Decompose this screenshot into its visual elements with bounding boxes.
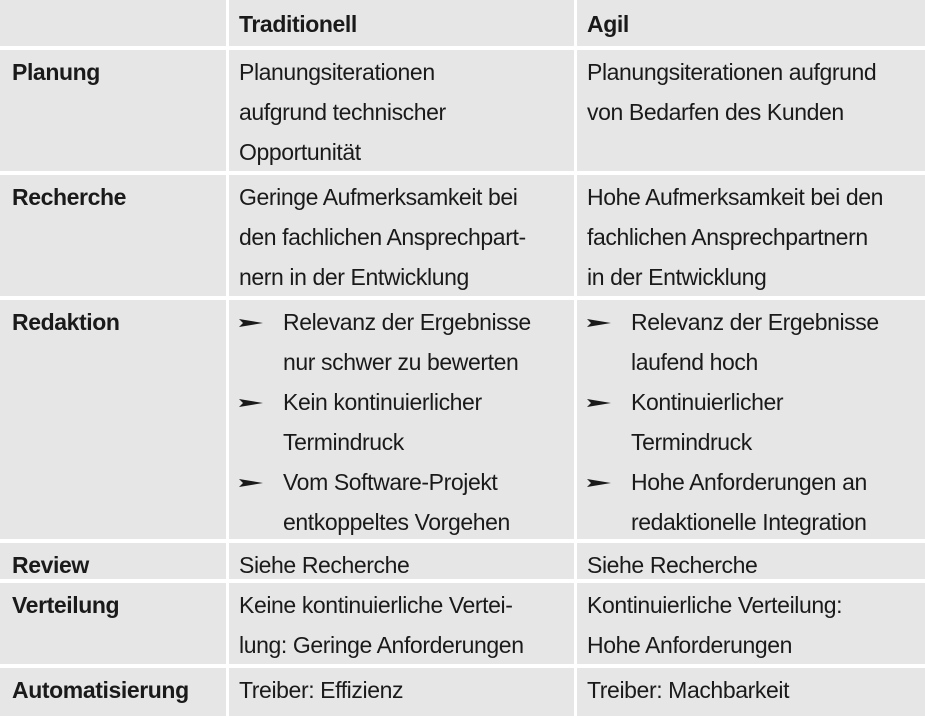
text-line: Geringe Aufmerksamkeit bei	[239, 184, 518, 210]
text-line: Siehe Recherche	[239, 552, 410, 578]
cell-automatisierung-traditionell	[229, 668, 577, 716]
row-label-automatisierung: Automatisierung	[0, 668, 229, 716]
text-line: Siehe Recherche	[587, 552, 758, 578]
cell-recherche-agil	[577, 175, 925, 300]
cell-verteilung-agil	[577, 583, 925, 668]
arrow-right-icon	[587, 382, 611, 422]
cell-automatisierung-agil	[577, 668, 925, 716]
text-line: Opportunität	[239, 139, 361, 165]
cell-verteilung-traditionell	[229, 583, 577, 668]
arrow-right-icon	[587, 302, 611, 342]
text-line: Kontinuierliche Verteilung:	[587, 592, 843, 618]
text-line: nern in der Entwicklung	[239, 264, 469, 290]
cell-planung-agil	[577, 50, 925, 175]
cell-recherche-traditionell	[229, 175, 577, 300]
text-line: Termindruck	[283, 429, 404, 455]
arrow-right-icon	[587, 462, 611, 502]
header-corner-cell	[0, 0, 229, 50]
text-line: Termindruck	[631, 429, 752, 455]
text-line: Treiber: Effizienz	[239, 677, 404, 703]
text-line: nur schwer zu bewerten	[283, 349, 519, 375]
cell-planung-traditionell	[229, 50, 577, 175]
text-line: Hohe Anforderungen	[587, 632, 793, 658]
text-line: laufend hoch	[631, 349, 758, 375]
cell-redaktion-traditionell	[229, 300, 577, 543]
header-traditionell: Traditionell	[229, 0, 577, 50]
row-label-review: Review	[0, 543, 229, 583]
text-line: Kein kontinuierlicher	[283, 389, 482, 415]
text-line: Relevanz der Ergebnisse	[631, 309, 879, 335]
arrow-right-icon	[239, 462, 263, 502]
list-item	[239, 382, 574, 462]
bullet-list	[587, 302, 925, 542]
row-label-redaktion: Redaktion	[0, 300, 229, 543]
list-item	[239, 462, 574, 542]
text-line: fachlichen Ansprechpartnern	[587, 224, 868, 250]
list-item	[587, 382, 925, 462]
header-agil: Agil	[577, 0, 925, 50]
cell-redaktion-agil	[577, 300, 925, 543]
text-line: in der Entwicklung	[587, 264, 767, 290]
cell-review-traditionell	[229, 543, 577, 583]
text-line: Relevanz der Ergebnisse	[283, 309, 531, 335]
text-line: Kontinuierlicher	[631, 389, 784, 415]
text-line: von Bedarfen des Kunden	[587, 99, 844, 125]
text-line: Hohe Anforderungen an	[631, 469, 867, 495]
text-line: lung: Geringe Anforderungen	[239, 632, 524, 658]
text-line: aufgrund technischer	[239, 99, 446, 125]
cell-review-agil	[577, 543, 925, 583]
text-line: den fachlichen Ansprechpart-	[239, 224, 526, 250]
text-line: Planungsiterationen aufgrund	[587, 59, 877, 85]
arrow-right-icon	[239, 382, 263, 422]
row-label-planung: Planung	[0, 50, 229, 175]
row-label-recherche: Recherche	[0, 175, 229, 300]
text-line: Hohe Aufmerksamkeit bei den	[587, 184, 884, 210]
bullet-list	[239, 302, 574, 542]
list-item	[587, 462, 925, 542]
list-item	[587, 302, 925, 382]
text-line: Treiber: Machbarkeit	[587, 677, 790, 703]
text-line: Keine kontinuierliche Vertei-	[239, 592, 513, 618]
row-label-verteilung: Verteilung	[0, 583, 229, 668]
text-line: Planungsiterationen	[239, 59, 435, 85]
text-line: entkoppeltes Vorgehen	[283, 509, 510, 535]
list-item	[239, 302, 574, 382]
text-line: redaktionelle Integration	[631, 509, 867, 535]
arrow-right-icon	[239, 302, 263, 342]
text-line: Vom Software-Projekt	[283, 469, 498, 495]
